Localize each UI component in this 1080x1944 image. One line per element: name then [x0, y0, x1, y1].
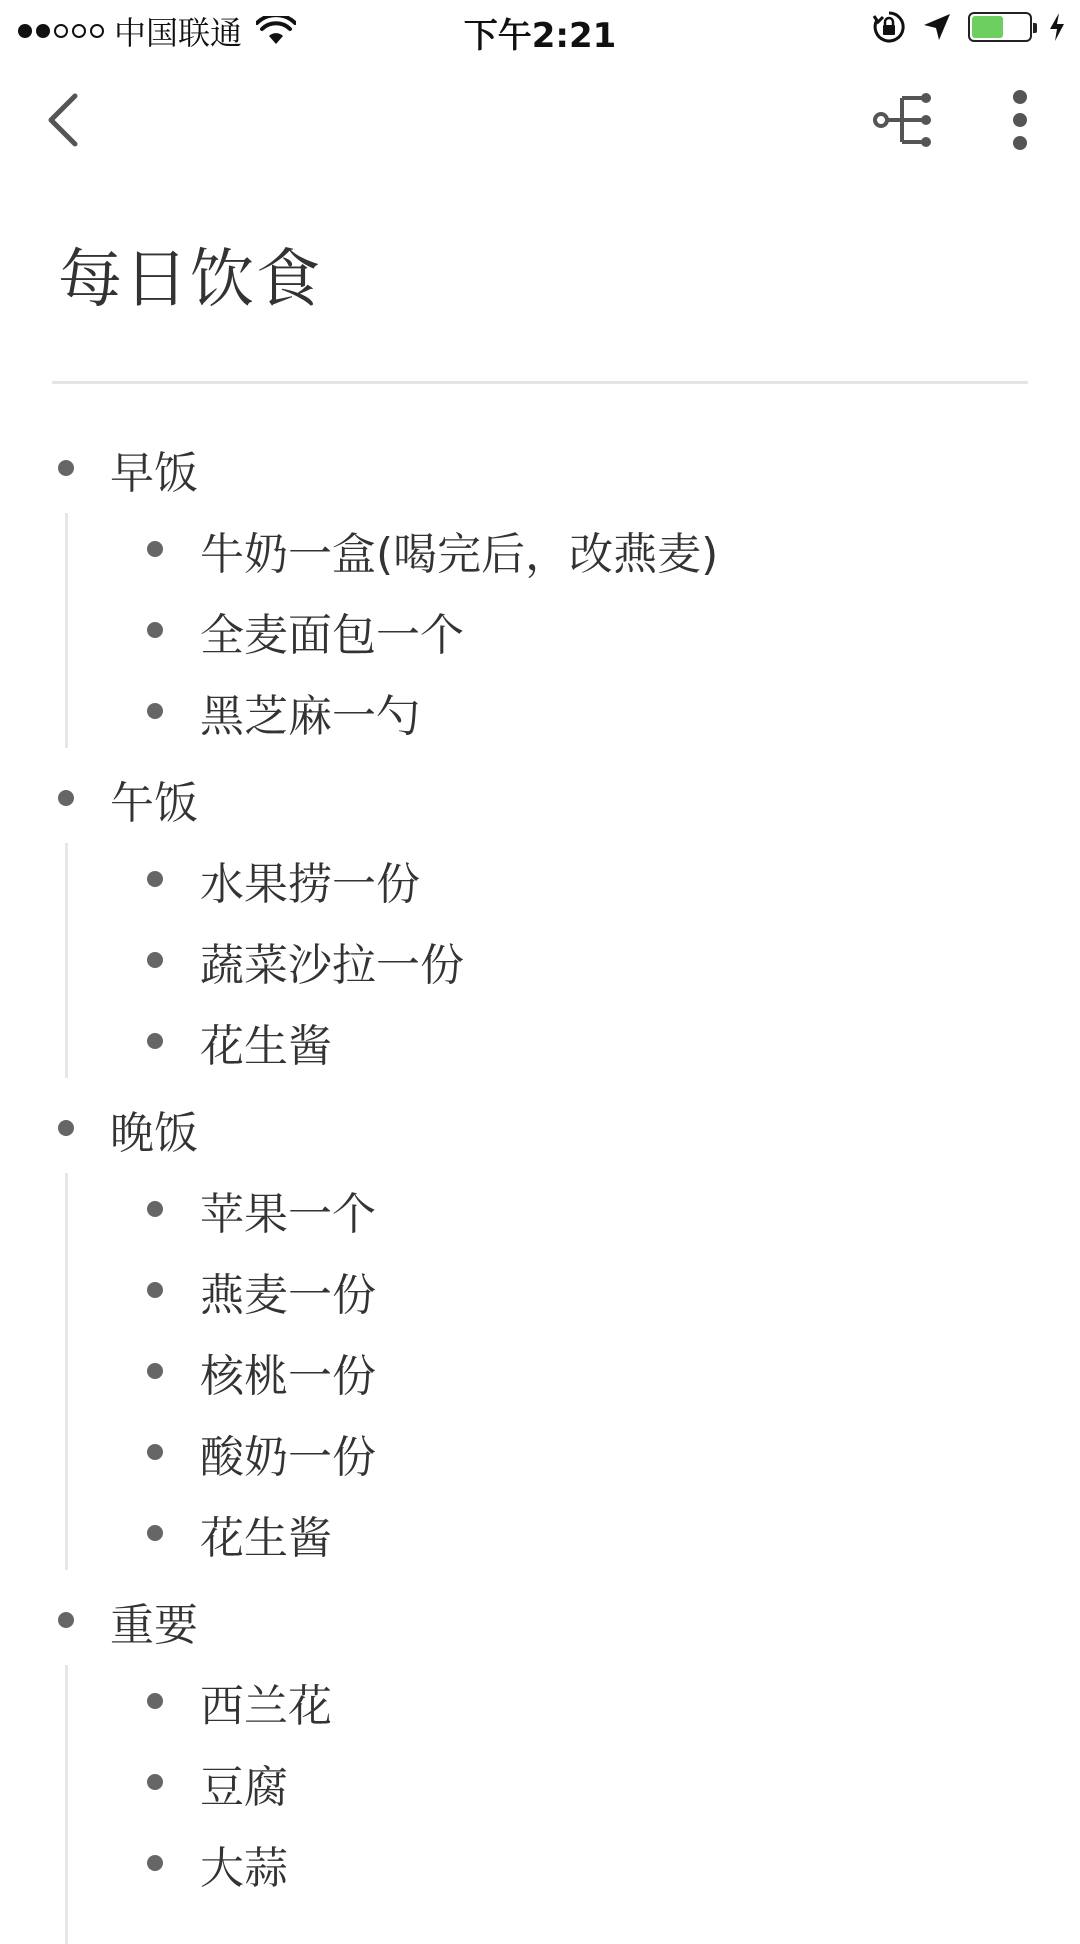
outline-children: [0, 1661, 1080, 1904]
mindmap-button[interactable]: [858, 80, 948, 160]
battery-fill: [972, 16, 1003, 38]
outline-children: [0, 509, 1080, 752]
outline-subitem[interactable]: [0, 1169, 1080, 1250]
outline-subitem-label: 花生酱: [200, 1512, 332, 1564]
outline-item[interactable]: [0, 1580, 1080, 1661]
bullet-icon[interactable]: [147, 1033, 163, 1049]
bullet-icon[interactable]: [147, 1855, 163, 1871]
nav-bar: [0, 60, 1080, 180]
chevron-left-icon: [43, 92, 83, 148]
bullet-icon[interactable]: [147, 1774, 163, 1790]
outline-subitem-label: 水果捞一份: [200, 858, 420, 910]
outline-group: [0, 1580, 1080, 1904]
bullet-icon[interactable]: [147, 1363, 163, 1379]
more-options-button[interactable]: [990, 80, 1050, 160]
outline-subitem[interactable]: [0, 1331, 1080, 1412]
bullet-icon[interactable]: [147, 541, 163, 557]
outline-subitem-label: 大蒜: [200, 1842, 288, 1894]
bullet-icon[interactable]: [147, 1693, 163, 1709]
more-vertical-icon: [1010, 90, 1030, 150]
bullet-icon[interactable]: [147, 1201, 163, 1217]
title-divider: [52, 381, 1028, 384]
outline-subitem-label: 黑芝麻一勺: [200, 690, 420, 742]
outline-item-label: 晚饭: [110, 1107, 198, 1159]
bullet-icon[interactable]: [147, 1525, 163, 1541]
carrier-name: 中国联通: [114, 14, 243, 52]
outline-subitem-label: 核桃一份: [200, 1350, 376, 1402]
charging-bolt-icon: [1048, 12, 1066, 42]
bullet-icon[interactable]: [147, 703, 163, 719]
status-right: [872, 10, 1066, 44]
document-title[interactable]: 每日饮食: [58, 243, 322, 317]
outline-list: [0, 428, 1080, 1910]
location-arrow-icon: [922, 12, 952, 42]
outline-subitem[interactable]: [0, 590, 1080, 671]
mindmap-icon: [872, 90, 934, 150]
outline-subitem[interactable]: [0, 1001, 1080, 1082]
outline-item-label: 早饭: [110, 447, 198, 499]
outline-subitem[interactable]: [0, 1493, 1080, 1574]
outline-group: [0, 428, 1080, 752]
bullet-icon[interactable]: [147, 871, 163, 887]
outline-subitem-label: 西兰花: [200, 1680, 332, 1732]
status-time: 下午2:21: [463, 16, 617, 56]
battery-icon: [968, 12, 1032, 42]
outline-subitem-label: 花生酱: [200, 1020, 332, 1072]
outline-subitem-label: 全麦面包一个: [200, 609, 464, 661]
bullet-icon[interactable]: [58, 790, 74, 806]
bullet-icon[interactable]: [58, 1612, 74, 1628]
bullet-icon[interactable]: [58, 460, 74, 476]
bullet-icon[interactable]: [147, 1444, 163, 1460]
outline-subitem-label: 豆腐: [200, 1761, 288, 1813]
outline-children: [0, 839, 1080, 1082]
outline-subitem-label: 蔬菜沙拉一份: [200, 939, 464, 991]
bullet-icon[interactable]: [58, 1120, 74, 1136]
bullet-icon[interactable]: [147, 952, 163, 968]
outline-subitem[interactable]: [0, 839, 1080, 920]
bullet-icon[interactable]: [147, 1282, 163, 1298]
status-bar: [0, 0, 1080, 60]
outline-subitem[interactable]: [0, 1250, 1080, 1331]
outline-subitem[interactable]: [0, 1412, 1080, 1493]
outline-subitem[interactable]: [0, 509, 1080, 590]
outline-item[interactable]: [0, 758, 1080, 839]
outline-subitem[interactable]: [0, 671, 1080, 752]
orientation-lock-icon: [872, 10, 906, 44]
outline-group: [0, 758, 1080, 1082]
outline-group: [0, 1088, 1080, 1574]
outline-item-label: 午饭: [110, 777, 198, 829]
outline-subitem-label: 牛奶一盒(喝完后，改燕麦): [200, 528, 719, 580]
outline-subitem[interactable]: [0, 1742, 1080, 1823]
outline-subitem[interactable]: [0, 920, 1080, 1001]
back-button[interactable]: [28, 80, 98, 160]
outline-children: [0, 1169, 1080, 1574]
outline-subitem-label: 苹果一个: [200, 1188, 376, 1240]
outline-item[interactable]: [0, 1088, 1080, 1169]
bullet-icon[interactable]: [147, 622, 163, 638]
outline-subitem-label: 酸奶一份: [200, 1431, 376, 1483]
outline-item-label: 重要: [110, 1599, 198, 1651]
outline-subitem[interactable]: [0, 1823, 1080, 1904]
outline-subitem[interactable]: [0, 1661, 1080, 1742]
outline-item[interactable]: [0, 428, 1080, 509]
outline-subitem-label: 燕麦一份: [200, 1269, 376, 1321]
